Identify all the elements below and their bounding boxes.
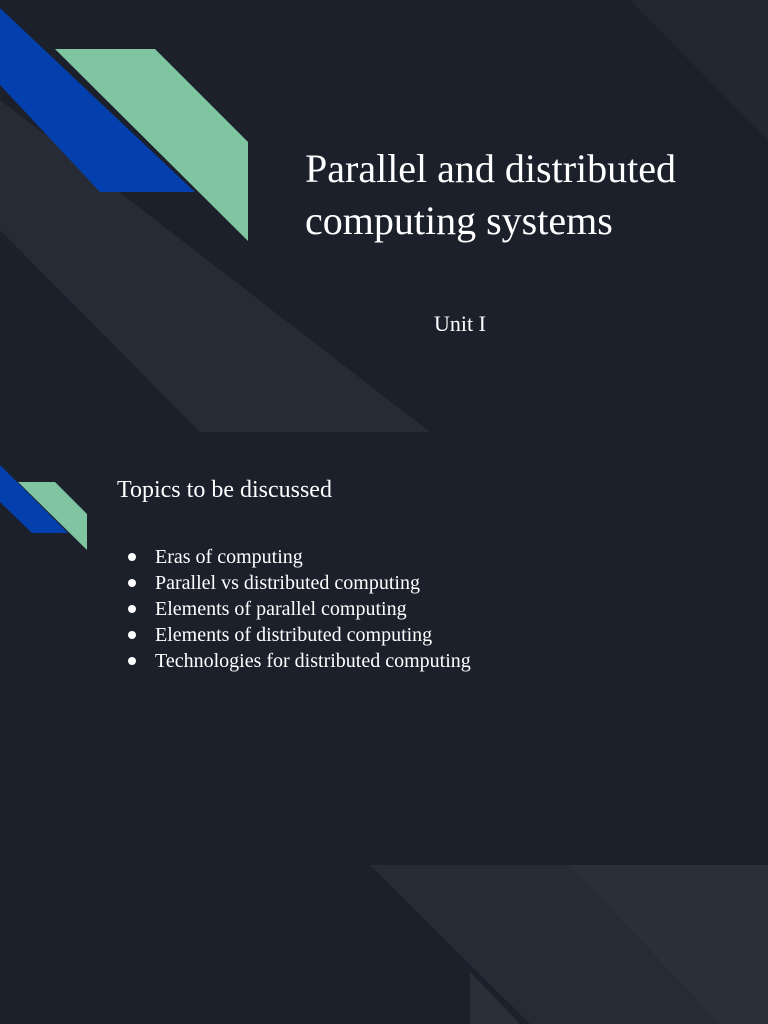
slide-decoration bbox=[0, 432, 768, 1024]
section-heading: Topics to be discussed bbox=[117, 477, 332, 503]
list-item-label: Technologies for distributed computing bbox=[155, 650, 471, 672]
list-item-label: Eras of computing bbox=[155, 546, 303, 568]
list-item bbox=[120, 544, 471, 570]
title-slide bbox=[0, 0, 768, 432]
list-item bbox=[120, 570, 471, 596]
bullet-icon bbox=[128, 605, 136, 613]
list-item bbox=[120, 622, 471, 648]
topics-slide bbox=[0, 432, 768, 1024]
bullet-icon bbox=[128, 631, 136, 639]
list-item-label: Elements of parallel computing bbox=[155, 598, 407, 620]
topic-list bbox=[120, 544, 471, 674]
list-item-label: Parallel vs distributed computing bbox=[155, 572, 420, 594]
shade-stripe bbox=[630, 0, 768, 140]
list-item bbox=[120, 596, 471, 622]
bullet-icon bbox=[128, 657, 136, 665]
bullet-icon bbox=[128, 579, 136, 587]
slide-subtitle: Unit I bbox=[434, 311, 486, 336]
list-item bbox=[120, 648, 471, 674]
bullet-icon bbox=[128, 553, 136, 561]
slide-title: Parallel and distributed computing systems bbox=[305, 146, 677, 243]
list-item-label: Elements of distributed computing bbox=[155, 624, 433, 646]
